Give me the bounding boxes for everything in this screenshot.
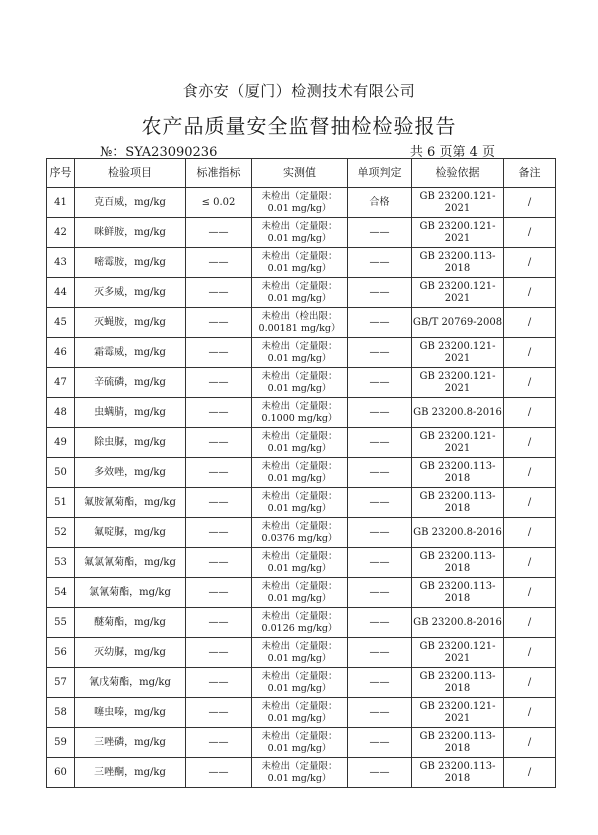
judgment-cell: 合格: [348, 188, 412, 218]
standard-limit-cell: ——: [186, 278, 252, 308]
judgment-cell: ——: [348, 758, 412, 788]
column-header-no: 序号: [47, 159, 75, 188]
table-row: [47, 458, 556, 488]
table-row: [47, 308, 556, 338]
measured-value-cell: [252, 548, 348, 578]
remark-cell: /: [504, 578, 556, 608]
row-number-cell: 58: [47, 698, 75, 728]
table-row: [47, 428, 556, 458]
standard-limit-cell: ——: [186, 488, 252, 518]
test-method-cell: GB/T 20769-2008: [412, 308, 504, 338]
measured-value-line-1: 未检出（定量限：: [261, 190, 338, 202]
judgment-cell: ——: [348, 308, 412, 338]
measured-value-cell: [252, 518, 348, 548]
measured-value-line-1: 未检出（定量限：: [261, 730, 338, 742]
standard-limit-cell: ——: [186, 668, 252, 698]
measured-value-line-2: 0.01 mg/kg）: [267, 472, 332, 484]
results-table: [46, 158, 556, 788]
test-item-cell: 氟胺氰菊酯，mg/kg: [75, 488, 186, 518]
remark-cell: /: [504, 728, 556, 758]
measured-value-cell: [252, 218, 348, 248]
test-item-cell: 灭蝇胺，mg/kg: [75, 308, 186, 338]
remark-cell: /: [504, 398, 556, 428]
measured-value-line-2: 0.01 mg/kg）: [267, 712, 332, 724]
test-item-cell: 氟啶脲，mg/kg: [75, 518, 186, 548]
test-method-cell: GB 23200.113-2018: [412, 458, 504, 488]
row-number-cell: 46: [47, 338, 75, 368]
judgment-cell: ——: [348, 338, 412, 368]
test-item-cell: 嘧霉胺，mg/kg: [75, 248, 186, 278]
row-number-cell: 43: [47, 248, 75, 278]
judgment-cell: ——: [348, 248, 412, 278]
test-item-cell: 噻虫嗪，mg/kg: [75, 698, 186, 728]
test-method-cell: GB 23200.121-2021: [412, 338, 504, 368]
row-number-cell: 54: [47, 578, 75, 608]
test-method-cell: GB 23200.121-2021: [412, 428, 504, 458]
column-header-standard: 标准指标: [186, 159, 252, 188]
remark-cell: /: [504, 308, 556, 338]
test-item-cell: 多效唑，mg/kg: [75, 458, 186, 488]
measured-value-line-2: 0.1000 mg/kg）: [261, 412, 338, 424]
row-number-cell: 41: [47, 188, 75, 218]
standard-limit-cell: ——: [186, 338, 252, 368]
measured-value-cell: [252, 398, 348, 428]
measured-value-line-2: 0.01 mg/kg）: [267, 592, 332, 604]
column-header-item: 检验项目: [75, 159, 186, 188]
judgment-cell: ——: [348, 578, 412, 608]
test-item-cell: 克百威，mg/kg: [75, 188, 186, 218]
measured-value-line-1: 未检出（定量限：: [261, 430, 338, 442]
measured-value-line-2: 0.01 mg/kg）: [267, 202, 332, 214]
measured-value-cell: [252, 488, 348, 518]
row-number-cell: 60: [47, 758, 75, 788]
table-row: [47, 638, 556, 668]
measured-value-cell: [252, 698, 348, 728]
measured-value-line-1: 未检出（定量限：: [261, 580, 338, 592]
judgment-cell: ——: [348, 668, 412, 698]
measured-value-line-1: 未检出（定量限：: [261, 610, 338, 622]
measured-value-line-1: 未检出（定量限：: [261, 280, 338, 292]
test-method-cell: GB 23200.121-2021: [412, 698, 504, 728]
standard-limit-cell: ——: [186, 428, 252, 458]
measured-value-cell: [252, 248, 348, 278]
column-header-judgment: 单项判定: [348, 159, 412, 188]
row-number-cell: 45: [47, 308, 75, 338]
table-row: [47, 218, 556, 248]
test-method-cell: GB 23200.8-2016: [412, 608, 504, 638]
table-row: [47, 488, 556, 518]
remark-cell: /: [504, 368, 556, 398]
measured-value-cell: [252, 188, 348, 218]
measured-value-cell: [252, 338, 348, 368]
table-row: [47, 698, 556, 728]
judgment-cell: ——: [348, 398, 412, 428]
remark-cell: /: [504, 278, 556, 308]
row-number-cell: 53: [47, 548, 75, 578]
page-info: 共 6 页第 4 页: [409, 145, 495, 160]
test-item-cell: 除虫脲，mg/kg: [75, 428, 186, 458]
judgment-cell: ——: [348, 368, 412, 398]
measured-value-line-1: 未检出（定量限：: [261, 250, 338, 262]
judgment-cell: ——: [348, 428, 412, 458]
test-method-cell: GB 23200.113-2018: [412, 548, 504, 578]
table-row: [47, 188, 556, 218]
measured-value-line-1: 未检出（定量限：: [261, 220, 338, 232]
standard-limit-cell: ——: [186, 548, 252, 578]
test-item-cell: 氯氰菊酯，mg/kg: [75, 578, 186, 608]
remark-cell: /: [504, 338, 556, 368]
judgment-cell: ——: [348, 218, 412, 248]
remark-cell: /: [504, 248, 556, 278]
row-number-cell: 42: [47, 218, 75, 248]
standard-limit-cell: ——: [186, 308, 252, 338]
standard-limit-cell: ≤ 0.02: [186, 188, 252, 218]
table-row: [47, 548, 556, 578]
standard-limit-cell: ——: [186, 248, 252, 278]
judgment-cell: ——: [348, 608, 412, 638]
column-header-method: 检验依据: [412, 159, 504, 188]
column-header-remark: 备注: [504, 159, 556, 188]
measured-value-line-1: 未检出（定量限：: [261, 520, 338, 532]
standard-limit-cell: ——: [186, 638, 252, 668]
measured-value-line-1: 未检出（定量限：: [261, 370, 338, 382]
remark-cell: /: [504, 548, 556, 578]
remark-cell: /: [504, 188, 556, 218]
measured-value-line-1: 未检出（定量限：: [261, 550, 338, 562]
remark-cell: /: [504, 458, 556, 488]
table-row: [47, 518, 556, 548]
measured-value-line-1: 未检出（定量限：: [261, 400, 338, 412]
table-row: [47, 248, 556, 278]
test-method-cell: GB 23200.121-2021: [412, 188, 504, 218]
remark-cell: /: [504, 488, 556, 518]
measured-value-cell: [252, 578, 348, 608]
table-row: [47, 398, 556, 428]
test-method-cell: GB 23200.121-2021: [412, 368, 504, 398]
test-method-cell: GB 23200.8-2016: [412, 398, 504, 428]
measured-value-line-1: 未检出（定量限：: [261, 490, 338, 502]
measured-value-line-2: 0.01 mg/kg）: [267, 682, 332, 694]
measured-value-line-1: 未检出（检出限：: [261, 310, 338, 322]
test-method-cell: GB 23200.113-2018: [412, 578, 504, 608]
table-row: [47, 758, 556, 788]
remark-cell: /: [504, 638, 556, 668]
standard-limit-cell: ——: [186, 458, 252, 488]
remark-cell: /: [504, 428, 556, 458]
measured-value-line-1: 未检出（定量限：: [261, 340, 338, 352]
judgment-cell: ——: [348, 698, 412, 728]
test-item-cell: 虫螨腈，mg/kg: [75, 398, 186, 428]
judgment-cell: ——: [348, 278, 412, 308]
measured-value-line-2: 0.01 mg/kg）: [267, 562, 332, 574]
test-method-cell: GB 23200.113-2018: [412, 668, 504, 698]
table-row: [47, 278, 556, 308]
measured-value-line-2: 0.01 mg/kg）: [267, 772, 332, 784]
row-number-cell: 51: [47, 488, 75, 518]
standard-limit-cell: ——: [186, 608, 252, 638]
standard-limit-cell: ——: [186, 398, 252, 428]
judgment-cell: ——: [348, 488, 412, 518]
judgment-cell: ——: [348, 728, 412, 758]
measured-value-cell: [252, 458, 348, 488]
measured-value-line-1: 未检出（定量限：: [261, 640, 338, 652]
measured-value-cell: [252, 668, 348, 698]
measured-value-line-1: 未检出（定量限：: [261, 760, 338, 772]
test-method-cell: GB 23200.121-2021: [412, 218, 504, 248]
test-item-cell: 氟氯氰菊酯，mg/kg: [75, 548, 186, 578]
table-row: [47, 728, 556, 758]
table-header-row: [47, 159, 556, 188]
test-item-cell: 三唑酮，mg/kg: [75, 758, 186, 788]
measured-value-cell: [252, 368, 348, 398]
test-item-cell: 辛硫磷，mg/kg: [75, 368, 186, 398]
measured-value-cell: [252, 278, 348, 308]
test-item-cell: 灭多威，mg/kg: [75, 278, 186, 308]
test-item-cell: 三唑磷，mg/kg: [75, 728, 186, 758]
standard-limit-cell: ——: [186, 368, 252, 398]
test-method-cell: GB 23200.113-2018: [412, 248, 504, 278]
judgment-cell: ——: [348, 518, 412, 548]
measured-value-cell: [252, 728, 348, 758]
table-row: [47, 578, 556, 608]
measured-value-cell: [252, 638, 348, 668]
test-method-cell: GB 23200.113-2018: [412, 758, 504, 788]
remark-cell: /: [504, 698, 556, 728]
judgment-cell: ——: [348, 548, 412, 578]
measured-value-line-2: 0.01 mg/kg）: [267, 292, 332, 304]
row-number-cell: 44: [47, 278, 75, 308]
row-number-cell: 47: [47, 368, 75, 398]
measured-value-line-2: 0.01 mg/kg）: [267, 742, 332, 754]
measured-value-line-2: 0.01 mg/kg）: [267, 262, 332, 274]
measured-value-line-2: 0.01 mg/kg）: [267, 442, 332, 454]
standard-limit-cell: ——: [186, 698, 252, 728]
test-item-cell: 灭幼脲，mg/kg: [75, 638, 186, 668]
measured-value-line-2: 0.01 mg/kg）: [267, 352, 332, 364]
test-method-cell: GB 23200.113-2018: [412, 488, 504, 518]
report-meta: [100, 141, 495, 160]
row-number-cell: 57: [47, 668, 75, 698]
measured-value-cell: [252, 428, 348, 458]
measured-value-line-1: 未检出（定量限：: [261, 700, 338, 712]
remark-cell: /: [504, 758, 556, 788]
test-method-cell: GB 23200.121-2021: [412, 638, 504, 668]
standard-limit-cell: ——: [186, 218, 252, 248]
standard-limit-cell: ——: [186, 728, 252, 758]
row-number-cell: 48: [47, 398, 75, 428]
measured-value-line-2: 0.0376 mg/kg）: [261, 532, 338, 544]
row-number-cell: 50: [47, 458, 75, 488]
row-number-cell: 49: [47, 428, 75, 458]
measured-value-line-2: 0.01 mg/kg）: [267, 652, 332, 664]
test-method-cell: GB 23200.8-2016: [412, 518, 504, 548]
measured-value-cell: [252, 308, 348, 338]
measured-value-cell: [252, 758, 348, 788]
judgment-cell: ——: [348, 638, 412, 668]
test-method-cell: GB 23200.113-2018: [412, 728, 504, 758]
remark-cell: /: [504, 218, 556, 248]
remark-cell: /: [504, 518, 556, 548]
row-number-cell: 55: [47, 608, 75, 638]
test-method-cell: GB 23200.121-2021: [412, 278, 504, 308]
measured-value-line-1: 未检出（定量限：: [261, 670, 338, 682]
test-item-cell: 咪鲜胺，mg/kg: [75, 218, 186, 248]
measured-value-line-2: 0.01 mg/kg）: [267, 232, 332, 244]
report-number: №：SYA23090236: [100, 145, 218, 160]
standard-limit-cell: ——: [186, 758, 252, 788]
judgment-cell: ——: [348, 458, 412, 488]
row-number-cell: 52: [47, 518, 75, 548]
report-title: 农产品质量安全监督抽检检验报告: [141, 114, 457, 138]
column-header-measured: 实测值: [252, 159, 348, 188]
measured-value-line-2: 0.01 mg/kg）: [267, 502, 332, 514]
standard-limit-cell: ——: [186, 578, 252, 608]
measured-value-line-1: 未检出（定量限：: [261, 460, 338, 472]
measured-value-cell: [252, 608, 348, 638]
table-row: [47, 668, 556, 698]
remark-cell: /: [504, 668, 556, 698]
table-row: [47, 368, 556, 398]
table-row: [47, 338, 556, 368]
measured-value-line-2: 0.01 mg/kg）: [267, 382, 332, 394]
measured-value-line-2: 0.0126 mg/kg）: [261, 622, 338, 634]
standard-limit-cell: ——: [186, 518, 252, 548]
table-row: [47, 608, 556, 638]
remark-cell: /: [504, 608, 556, 638]
row-number-cell: 59: [47, 728, 75, 758]
test-item-cell: 氰戊菊酯，mg/kg: [75, 668, 186, 698]
test-item-cell: 醚菊酯，mg/kg: [75, 608, 186, 638]
measured-value-line-2: 0.00181 mg/kg）: [258, 322, 341, 334]
test-item-cell: 霜霉威，mg/kg: [75, 338, 186, 368]
company-name: 食亦安（厦门）检测技术有限公司: [182, 82, 416, 100]
row-number-cell: 56: [47, 638, 75, 668]
